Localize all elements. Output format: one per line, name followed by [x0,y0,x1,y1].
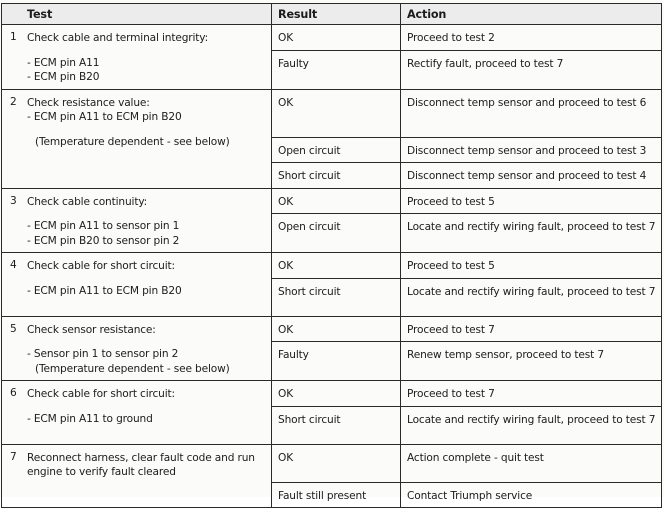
line-spacer [27,209,267,219]
result-cell: OK [272,381,401,407]
test-description-line: Check cable for short circuit: [27,260,175,272]
result-cell: Short circuit [272,278,401,316]
table-row [2,89,662,137]
action-cell: Disconnect temp sensor and proceed to test 4 [401,163,662,189]
table-body [2,25,662,508]
line-spacer [27,402,267,412]
test-description [2,90,271,154]
action-cell: Proceed to test 5 [401,188,662,214]
table-row [2,25,662,51]
action-cell: Proceed to test 2 [401,25,662,51]
action-cell: Disconnect temp sensor and proceed to test 3 [401,137,662,163]
result-cell: Fault still present [272,482,401,508]
table-row [2,253,662,279]
test-description-line: - ECM pin A11 to ECM pin B20 [27,284,182,297]
test-description [2,445,271,484]
header-action: Action [401,4,662,25]
test-number: 1 [10,31,17,43]
test-number: 6 [10,387,17,399]
result-cell: OK [272,253,401,279]
test-description [2,381,271,430]
test-description-line: Check cable for short circuit: [27,388,175,400]
table-row [2,444,662,482]
test-description [2,189,271,253]
line-spacer [27,125,267,135]
test-description-line: - Sensor pin 1 to sensor pin 2 [27,348,179,360]
result-cell: OK [272,188,401,214]
result-cell: OK [272,25,401,51]
test-description-line: - ECM pin B20 [27,71,100,83]
action-cell: Renew temp sensor, proceed to test 7 [401,342,662,381]
result-cell: OK [272,316,401,342]
line-spacer [27,274,267,284]
test-number: 2 [10,95,17,108]
test-description-line: (Temperature dependent - see below) [35,362,230,375]
action-cell: Locate and rectify wiring fault, proceed to test 7 [401,278,662,316]
test-cell [2,253,272,317]
action-cell: Contact Triumph service [401,482,662,508]
test-number: 4 [10,259,17,271]
line-spacer [27,337,267,347]
test-description [2,317,271,381]
test-description-line: Check cable continuity: [27,195,148,208]
result-cell: Faulty [272,50,401,89]
result-cell: OK [272,444,401,482]
action-cell: Disconnect temp sensor and proceed to test 6 [401,89,662,137]
test-description-line: - ECM pin A11 to ECM pin B20 [27,111,182,123]
result-cell: Faulty [272,342,401,381]
table-row [2,381,662,407]
test-number: 5 [10,322,17,335]
test-description-line: Check sensor resistance: [27,323,156,336]
test-description-line: - ECM pin A11 [27,56,100,69]
result-cell: Open circuit [272,137,401,163]
test-cell [2,444,272,508]
test-cell [2,25,272,90]
test-number: 7 [10,450,17,463]
test-description-line: - ECM pin A11 to ground [27,412,153,425]
action-cell: Action complete - quit test [401,444,662,482]
action-cell: Proceed to test 7 [401,381,662,407]
diagnostic-table [1,3,662,508]
table-row [2,188,662,214]
test-number: 3 [10,194,17,207]
test-description-line: - ECM pin B20 to sensor pin 2 [27,234,180,247]
table-header-row [2,4,662,25]
header-test: Test [2,4,272,25]
result-cell: Short circuit [272,163,401,189]
test-description-line: Check cable and terminal integrity: [27,32,209,44]
action-cell: Rectify fault, proceed to test 7 [401,50,662,89]
test-description-line: Check resistance value: [27,96,150,109]
line-spacer [27,46,267,56]
result-cell: Short circuit [272,406,401,444]
table-row [2,316,662,342]
test-description [2,253,271,302]
test-cell [2,188,272,253]
action-cell: Locate and rectify wiring fault, proceed to test 7 [401,406,662,444]
result-cell: OK [272,89,401,137]
test-cell [2,381,272,445]
test-description [2,25,271,89]
test-cell [2,89,272,188]
result-cell: Open circuit [272,214,401,253]
test-description-line: - ECM pin A11 to sensor pin 1 [27,220,180,232]
action-cell: Locate and rectify wiring fault, proceed to test 7 [401,214,662,253]
test-description-line: (Temperature dependent - see below) [35,135,230,148]
action-cell: Proceed to test 5 [401,253,662,279]
test-description-line: Reconnect harness, clear fault code and run engine to verify fault cleared [27,451,255,478]
action-cell: Proceed to test 7 [401,316,662,342]
test-cell [2,316,272,381]
header-result: Result [272,4,401,25]
